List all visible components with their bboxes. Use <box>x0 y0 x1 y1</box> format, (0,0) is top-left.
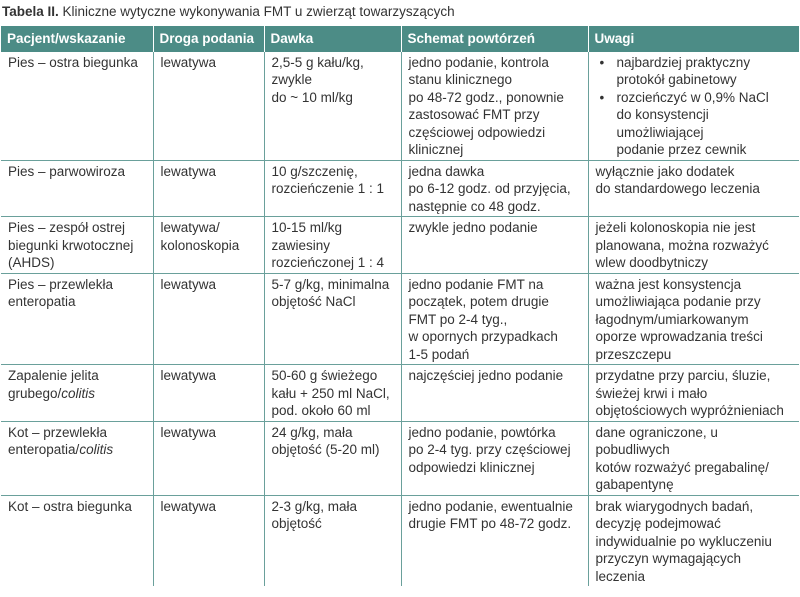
cell-line: w opornych przypadkach <box>408 329 558 344</box>
cell-text: enteropatia/ <box>8 442 80 457</box>
cell-notes <box>588 495 799 586</box>
cell-dose <box>264 160 401 217</box>
cell-schedule <box>401 273 588 365</box>
cell-line: jeżeli kolonoskopia nie jest <box>595 220 756 235</box>
cell-italic-text: colitis <box>61 385 96 401</box>
cell-schedule <box>401 160 588 217</box>
cell-dose <box>264 217 401 274</box>
cell-route <box>153 495 264 586</box>
cell-route <box>153 273 264 365</box>
cell-patient <box>1 273 153 365</box>
cell-notes <box>588 365 799 422</box>
cell-line: początek, potem drugie <box>408 294 549 309</box>
table-row <box>1 421 799 495</box>
cell-line: jedno podanie, powtórka <box>408 424 556 440</box>
cell-patient <box>1 421 153 495</box>
header-patient: Pacjent/wskazanie <box>1 26 153 52</box>
cell-line: dane ograniczone, u pobudliwych <box>595 424 718 457</box>
cell-schedule <box>401 421 588 495</box>
cell-line <box>8 441 146 459</box>
table-label: Tabela II. <box>2 4 59 19</box>
cell-line: najczęściej jedno podanie <box>408 368 564 383</box>
table-row <box>1 160 799 217</box>
cell-patient <box>1 495 153 586</box>
table-header-row <box>1 26 799 52</box>
cell-line: lewatywa <box>160 498 217 514</box>
cell-line: Zapalenie jelita <box>8 368 99 383</box>
cell-route <box>153 421 264 495</box>
cell-line: zwykle <box>271 72 313 87</box>
cell-line: jedno podanie, kontrola <box>408 54 549 70</box>
cell-schedule <box>401 365 588 422</box>
cell-dose <box>264 273 401 365</box>
cell-line: do konsystencji umożliwiającej <box>616 107 709 140</box>
cell-line: stanu klinicznego <box>408 72 513 87</box>
cell-line: kotów rozważyć pregabalinę/ <box>595 459 769 475</box>
cell-line: odpowiedzi klinicznej <box>408 459 535 475</box>
cell-line: Pies – przewlekła <box>8 276 114 292</box>
cell-line: kolonoskopia <box>160 237 240 253</box>
cell-dose <box>264 365 401 422</box>
cell-notes <box>588 52 799 161</box>
cell-line: świeżej krwi i mało <box>595 385 708 401</box>
cell-line: indywidualnie po wykluczeniu <box>595 533 772 549</box>
cell-route <box>153 160 264 217</box>
cell-line: lewatywa <box>160 163 217 179</box>
cell-line: lewatywa <box>160 54 217 70</box>
cell-notes <box>588 217 799 274</box>
cell-line: częściowej odpowiedzi <box>408 124 546 140</box>
cell-line: lewatywa/ <box>160 220 220 235</box>
cell-patient <box>1 365 153 422</box>
cell-line: objętość (5-20 ml) <box>271 442 380 457</box>
header-notes: Uwagi <box>588 26 799 52</box>
cell-line: 10-15 ml/kg <box>271 220 343 235</box>
cell-line: rozcieńczonej 1 : 4 <box>271 255 385 270</box>
header-route: Droga podania <box>153 26 264 52</box>
header-dose: Dawka <box>264 26 401 52</box>
cell-line: planowana, można rozważyć <box>595 237 769 253</box>
cell-line: objętość NaCl <box>271 294 356 309</box>
table-row <box>1 273 799 365</box>
cell-line: decyzję podejmować <box>595 516 721 531</box>
cell-line: ważna jest konsystencja <box>595 276 742 292</box>
table-row <box>1 52 799 161</box>
cell-line: objętość <box>271 516 322 531</box>
cell-line: 10 g/szczenię, <box>271 163 358 179</box>
cell-dose <box>264 421 401 495</box>
list-item <box>596 54 793 89</box>
cell-line: 5-7 g/kg, minimalna <box>271 276 390 292</box>
cell-line: wyłącznie jako dodatek <box>595 163 735 179</box>
table-row <box>1 495 799 586</box>
cell-route <box>153 217 264 274</box>
cell-line: przeszczepu <box>595 346 672 362</box>
cell-line: zastosować FMT przy <box>408 107 540 122</box>
table-caption <box>2 4 455 20</box>
cell-line: • najbardziej praktyczny <box>616 54 751 70</box>
table-row <box>1 365 799 422</box>
cell-schedule <box>401 495 588 586</box>
cell-line: do standardowego leczenia <box>595 181 760 196</box>
cell-line: po 2-4 tyg. przy częściowej <box>408 442 571 457</box>
cell-line: kału + 250 ml NaCl, <box>271 385 390 401</box>
cell-route <box>153 52 264 161</box>
cell-line <box>8 385 146 403</box>
fmt-guidelines-table <box>1 26 799 586</box>
cell-line: przyczyn wymagających <box>595 551 742 566</box>
cell-dose <box>264 52 401 161</box>
cell-line: Kot – ostra biegunka <box>8 498 132 514</box>
cell-line: biegunki krwotocznej <box>8 237 134 253</box>
cell-line: Kot – przewlekła <box>8 424 108 440</box>
cell-line: leczenia <box>595 568 646 584</box>
cell-line: FMT po 2-4 tyg., <box>408 311 508 327</box>
cell-line: do ~ 10 ml/kg <box>271 89 353 105</box>
cell-line: jedno podanie, ewentualnie <box>408 498 573 514</box>
cell-line: zwykle jedno podanie <box>408 220 538 235</box>
cell-line: (AHDS) <box>8 255 55 270</box>
cell-italic-text: colitis <box>79 442 114 457</box>
cell-patient <box>1 217 153 274</box>
cell-line: następnie co 48 godz. <box>408 198 541 214</box>
cell-line: łagodnym/umiarkowanym <box>595 311 749 327</box>
cell-line: podanie przez cewnik <box>616 142 747 157</box>
cell-line: Pies – ostra biegunka <box>8 54 138 70</box>
header-schedule: Schemat powtórzeń <box>401 26 588 52</box>
list-item <box>596 89 793 159</box>
cell-route <box>153 365 264 422</box>
cell-line: pod. około 60 ml <box>271 403 371 418</box>
cell-line: gabapentynę <box>595 477 674 492</box>
cell-line: Pies – parwowiroza <box>8 163 126 179</box>
cell-schedule <box>401 217 588 274</box>
cell-line: 2,5-5 g kału/kg, <box>271 54 364 70</box>
cell-patient <box>1 160 153 217</box>
cell-line: rozcieńczenie 1 : 1 <box>271 181 385 196</box>
cell-notes <box>588 160 799 217</box>
cell-line: objętościowych wypróżnieniach <box>595 403 784 418</box>
cell-line: protokół gabinetowy <box>616 72 737 87</box>
cell-line: po 6-12 godz. od przyjęcia, <box>408 181 571 196</box>
cell-line: 1-5 podań <box>408 346 470 362</box>
cell-line: przydatne przy parciu, śluzie, <box>595 368 771 383</box>
cell-line: lewatywa <box>160 368 217 383</box>
cell-notes <box>588 273 799 365</box>
cell-dose <box>264 495 401 586</box>
cell-text: grubego/ <box>8 385 62 401</box>
cell-line: wlew doodbytniczy <box>595 255 709 270</box>
cell-line: klinicznej <box>408 142 464 157</box>
cell-line: 50-60 g świeżego <box>271 368 378 383</box>
cell-line: jedna dawka <box>408 163 485 179</box>
cell-schedule <box>401 52 588 161</box>
cell-line: enteropatia <box>8 294 76 309</box>
cell-line: • rozcieńczyć w 0,9% NaCl <box>616 89 769 105</box>
cell-line: drugie FMT po 48-72 godz. <box>408 516 572 531</box>
cell-line: 24 g/kg, mała <box>271 424 353 440</box>
cell-line: umożliwiająca podanie przy <box>595 294 761 309</box>
cell-line: brak wiarygodnych badań, <box>595 498 754 514</box>
cell-line: lewatywa <box>160 276 217 292</box>
cell-line: oporze wprowadzania treści <box>595 329 763 344</box>
cell-line: jedno podanie FMT na <box>408 276 544 292</box>
cell-line: po 48-72 godz., ponownie <box>408 89 564 105</box>
cell-line: Pies – zespół ostrej <box>8 220 126 235</box>
table-row <box>1 217 799 274</box>
cell-line: 2-3 g/kg, mała <box>271 498 358 514</box>
cell-patient <box>1 52 153 161</box>
notes-list <box>596 54 793 159</box>
cell-line: zawiesiny <box>271 237 331 253</box>
cell-line: lewatywa <box>160 424 217 440</box>
cell-notes <box>588 421 799 495</box>
table-title: Kliniczne wytyczne wykonywania FMT u zwierząt towarzyszących <box>58 4 455 19</box>
